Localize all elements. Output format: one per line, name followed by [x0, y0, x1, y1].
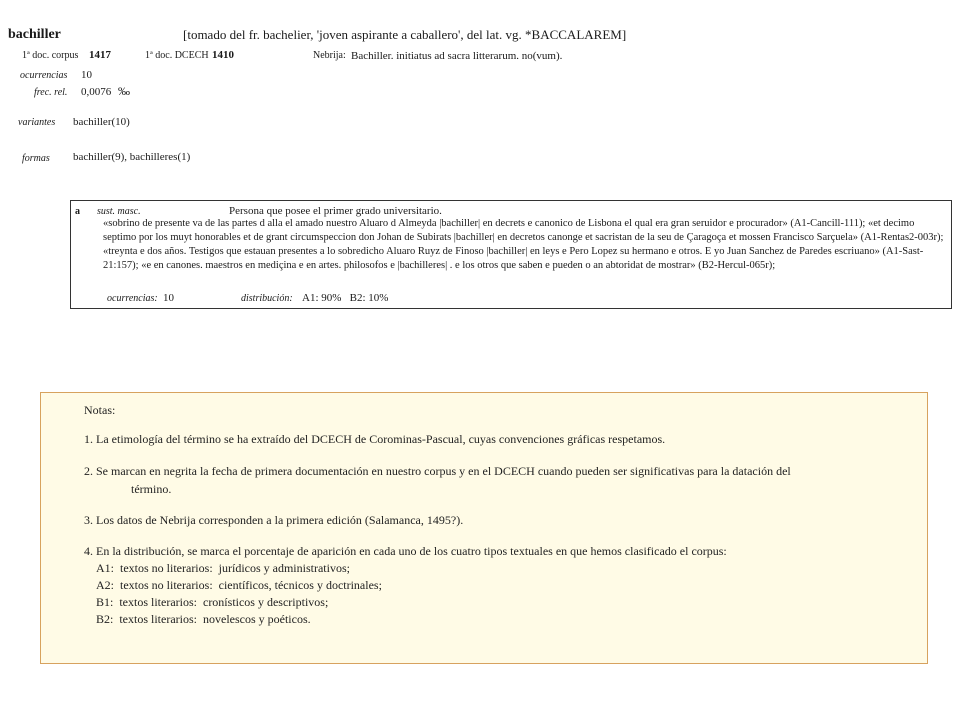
notes-title: Notas:	[84, 403, 116, 417]
corpus-year: 1417	[89, 49, 111, 61]
headword: bachiller	[8, 27, 61, 42]
sense-category: sust. masc.	[97, 206, 141, 217]
frec-label: frec. rel.	[34, 87, 68, 98]
ocurrencias-label: ocurrencias	[20, 70, 68, 81]
type-a2: A2: textos no literarios: científicos, técnicos y doctrinales;	[96, 578, 382, 592]
notes-panel	[40, 392, 928, 664]
sense-ocurrencias-value: 10	[163, 292, 174, 304]
frec-value: 0,0076	[81, 86, 112, 98]
nebrija-label: Nebrija:	[313, 50, 346, 61]
sense-box	[70, 200, 952, 309]
etymology: [tomado del fr. bachelier, 'joven aspirante a caballero', del lat. vg. *BACCALAREM]	[183, 27, 627, 42]
note-4: 4. En la distribución, se marca el porcentaje de aparición en cada uno de los cuatro tipos textuales en que hemos clasificado el corpus:	[84, 544, 727, 558]
note-1: 1. La etimología del término se ha extraído del DCECH de Corominas-Pascual, cuyas convenciones gráficas respetamos.	[84, 432, 666, 446]
type-b1: B1: textos literarios: cronísticos y descriptivos;	[96, 595, 329, 609]
sense-citations: «sobrino de presente va de las partes d alla el amado nuestro Aluaro d Almeyda |bachiller| en decrets e canonico de Lisbona el qual era gran seruidor e procurador» (A1-Cancill-111); «et decimo septimo por los muyt honorables et de grant circumspeccion don Johan de Subirats |bachiller| en decretos canonge et sacristan de la seu de Çaragoça et mossen Francisco Sarçuela» (A1-Rentas2-003r); «treynta e dos años. Testigos que estauan presentes a lo sobredicho Aluaro Ruyz de Finoso |bachiller| en leys e Pero Lopez su hermano e otros. E yo Juan Sanchez de Paredes escriuano» (A1-Sast-21:157); «e en canones. maestros en mediçina e en artes. philosofos e |bachilleres| . e los otros que saben e pueden o an abtoridat de mostrar» (B2-Hercul-065r);	[103, 218, 944, 271]
nebrija-text: Bachiller. initiatus ad sacra litterarum. no(vum).	[351, 50, 563, 62]
distribucion-label: distribución:	[241, 293, 293, 304]
formas-value: bachiller(9), bachilleres(1)	[73, 151, 191, 163]
dcech-label: 1ª doc. DCECH	[145, 50, 209, 61]
sense-box-bottom-rule	[71, 308, 951, 309]
sense-definition: Persona que posee el primer grado universitario.	[229, 205, 442, 217]
note-3: 3. Los datos de Nebrija corresponden a la primera edición (Salamanca, 1495?).	[84, 513, 464, 527]
type-b2: B2: textos literarios: novelescos y poéticos.	[96, 612, 311, 626]
variantes-value: bachiller(10)	[73, 116, 130, 128]
note-2-line-2: término.	[131, 482, 172, 496]
corpus-label: 1ª doc. corpus	[22, 50, 79, 61]
note-2-line-1: 2. Se marcan en negrita la fecha de primera documentación en nuestro corpus y en el DCECH cuando pueden ser significativas para la datación del	[84, 464, 791, 478]
dcech-year: 1410	[212, 49, 234, 61]
formas-label: formas	[22, 153, 50, 164]
frec-unit: ‰	[118, 84, 130, 98]
ocurrencias-value: 10	[81, 69, 92, 81]
sense-letter: a	[75, 206, 80, 217]
variantes-label: variantes	[18, 117, 56, 128]
distribucion-value: A1: 90% B2: 10%	[302, 292, 389, 304]
sense-ocurrencias-label: ocurrencias:	[107, 293, 158, 304]
type-a1: A1: textos no literarios: jurídicos y administrativos;	[96, 561, 350, 575]
